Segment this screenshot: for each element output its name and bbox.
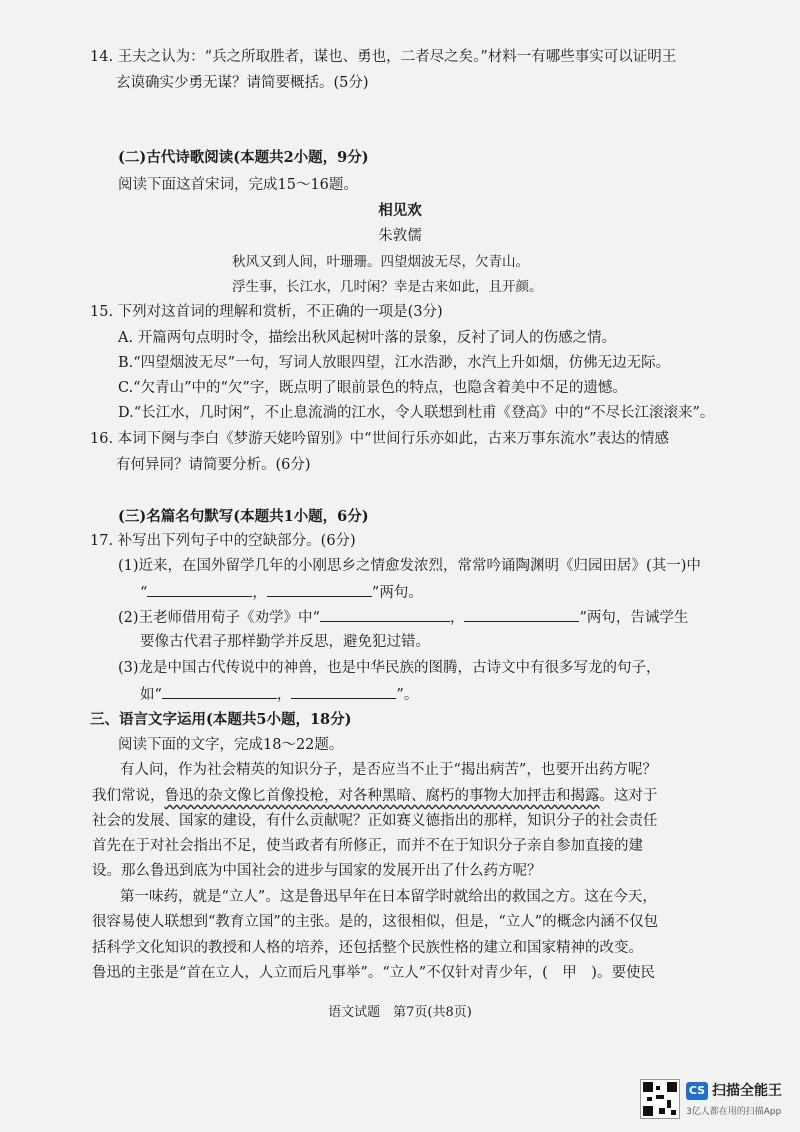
- q17-stem: 17. 补写出下列句子中的空缺部分。(6分): [90, 533, 356, 549]
- answer-blank-6[interactable]: [291, 684, 396, 699]
- section3-heading: (三)名篇名句默写(本题共1小题，6分): [118, 508, 369, 525]
- passage-p2-line1: 第一味药，就是“立人”。这是鲁迅早年在日本留学时就给出的救国之方。这在今天，: [120, 889, 657, 905]
- passage-p1-line4: 首先在于对社会指出不足，使当政者有所修正，而并不在于知识分子亲自参加直接的建: [92, 838, 643, 854]
- qr-code-icon: [640, 1079, 680, 1119]
- answer-blank-1[interactable]: [147, 582, 252, 597]
- part3-intro: 阅读下面的文字，完成18～22题。: [118, 737, 344, 753]
- answer-blank-4[interactable]: [464, 607, 579, 622]
- part3-heading: 三、语言文字运用(本题共5小题，18分): [90, 711, 352, 728]
- poem-title: 相见欢: [378, 202, 422, 219]
- poem-line-2: 浮生事，长江水，几时闲？幸是古来如此，且开颜。: [232, 279, 543, 295]
- q17-item3-line1: (3)龙是中国古代传说中的神兽，也是中华民族的图腾，古诗文中有很多写龙的句子，: [118, 660, 661, 676]
- wavy-underlined-sentence: 鲁迅的杂文像匕首像投枪，对各种黑暗、腐朽的事物大加抨击和揭露: [164, 788, 600, 804]
- q17-item1-line1: (1)近来，在国外留学几年的小刚思乡之情愈发浓烈，常常吟诵陶渊明《归园田居》(其一)中: [118, 558, 701, 574]
- passage-p1-line5: 设。那么鲁迅到底为中国社会的进步与国家的发展开出了什么药方呢？: [92, 863, 542, 879]
- q15-option-a: A. 开篇两句点明时令，描绘出秋风起树叶落的景象，反衬了词人的伤感之情。: [118, 330, 617, 346]
- passage-p1-line2: 我们常说，鲁迅的杂文像匕首像投枪，对各种黑暗、腐朽的事物大加抨击和揭露。这对于: [92, 788, 658, 804]
- camscanner-logo-icon: CS: [686, 1082, 708, 1100]
- q17-item2-line2: 要像古代君子那样勤学并反思，避免犯过错。: [140, 634, 430, 650]
- q17-item2-line1: (2)王老师借用荀子《劝学》中“ ， ”两句，告诫学生: [118, 607, 688, 628]
- section2-intro: 阅读下面这首宋词，完成15～16题。: [118, 177, 358, 193]
- answer-blank-5[interactable]: [162, 684, 277, 699]
- q14-line1: 14. 王夫之认为：“兵之所取胜者，谋也、勇也，二者尽之矣。”材料一有哪些事实可以证明王: [90, 49, 677, 65]
- poem-author: 朱敦儒: [378, 228, 422, 244]
- passage-p2-line3: 括科学文化知识的教授和人格的培养，还包括整个民族性格的建立和国家精神的改变。: [92, 940, 643, 956]
- passage-p1-line1: 有人问，作为社会精英的知识分子，是否应当不止于“揭出病苦”，也要开出药方呢？: [120, 762, 657, 778]
- q17-item3-line2: 如“ ， ”。: [140, 684, 418, 705]
- section2-heading: (二)古代诗歌阅读(本题共2小题，9分): [118, 149, 369, 166]
- q16-line2: 有何异同？请简要分析。(6分): [116, 457, 311, 473]
- passage-p2-line2: 很容易使人联想到“教育立国”的主张。是的，这很相似，但是，“立人”的概念内涵不仅包: [92, 914, 659, 930]
- passage-p2-line4: 鲁迅的主张是“首在立人，人立而后凡事举”。“立人”不仅针对青少年，( 甲 )。要使民: [92, 965, 655, 981]
- q15-option-d: D.“长江水，几时闲”，不止息流淌的江水，令人联想到杜甫《登高》中的“不尽长江滚滚来”。: [118, 405, 715, 421]
- q17-item1-line2: “ ， ”两句。: [140, 582, 423, 603]
- answer-blank-3[interactable]: [320, 607, 450, 622]
- q15-stem: 15. 下列对这首词的理解和赏析，不正确的一项是(3分): [90, 304, 443, 320]
- q14-line2: 玄谟确实少勇无谋？请简要概括。(5分): [116, 75, 369, 91]
- q15-option-c: C.“欠青山”中的“欠”字，既点明了眼前景色的特点，也隐含着美中不足的遗憾。: [118, 380, 627, 396]
- scanner-app-name: 扫描全能王: [712, 1083, 782, 1099]
- q16-line1: 16. 本词下阕与李白《梦游天姥吟留别》中“世间行乐亦如此，古来万事东流水”表达的情感: [90, 431, 669, 447]
- poem-line-1: 秋风又到人间，叶珊珊。四望烟波无尽，欠青山。: [232, 254, 529, 270]
- page-footer: 语文试题 第7页(共8页): [328, 1005, 472, 1020]
- scanner-app-tagline: 3亿人都在用的扫描App: [686, 1107, 782, 1117]
- answer-blank-2[interactable]: [267, 582, 372, 597]
- q15-option-b: B.“四望烟波无尽”一句，写词人放眼四望，江水浩渺，水汽上升如烟，仿佛无边无际。: [118, 355, 671, 371]
- passage-p1-line3: 社会的发展、国家的建设，有什么贡献呢？正如赛义德指出的那样，知识分子的社会责任: [92, 813, 658, 829]
